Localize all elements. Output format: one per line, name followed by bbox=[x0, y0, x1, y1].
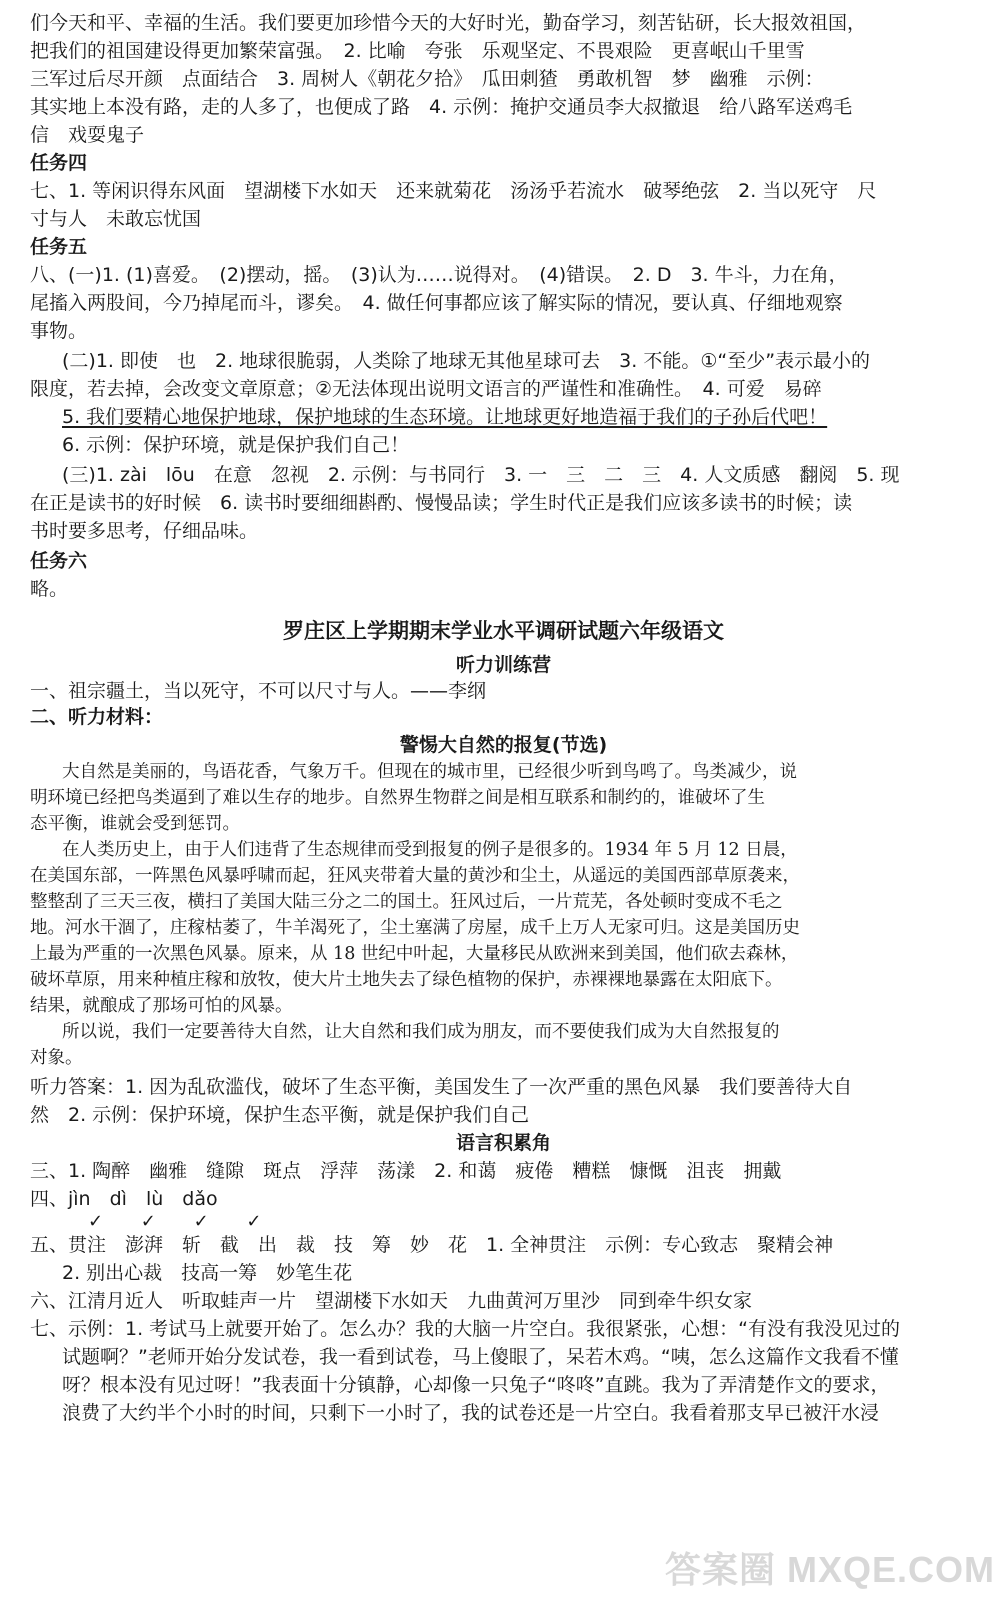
text-line: 其实地上本没有路，走的人多了，也便成了路 4. 示例：掩护交通员李大叔撤退 给八路军送鸡毛 bbox=[30, 96, 853, 118]
subsection-heading: 听力训练营 bbox=[455, 654, 551, 676]
text-line: 6. 示例：保护环境，就是保护我们自己！ bbox=[62, 434, 410, 456]
exam-title: 罗庄区上学期期末学业水平调研试题六年级语文 bbox=[283, 619, 724, 643]
text-line: 三军过后尽开颜 点面结合 3. 周树人《朝花夕拾》 瓜田刺猹 勇敢机智 梦 幽雅 示例： bbox=[30, 68, 824, 90]
passage-title: 警惕大自然的报复(节选) bbox=[399, 734, 608, 756]
text-line: 限度，若去掉，会改变文章原意；②无法体现出说明文语言的严谨性和准确性。 4. 可爱 易碎 bbox=[30, 378, 822, 400]
passage-line: 明环境已经把鸟类逼到了难以生存的地步。自然界生物群之间是相互联系和制约的，谁破坏了生 bbox=[30, 788, 765, 808]
passage-line: 所以说，我们一定要善待大自然，让大自然和我们成为朋友，而不要使我们成为大自然报复的 bbox=[62, 1022, 780, 1042]
text-line: 听力答案：1. 因为乱砍滥伐，破坏了生态平衡，美国发生了一次严重的黑色风暴 我们要善待大自 bbox=[30, 1076, 853, 1098]
text-line: 然 2. 示例：保护环境，保护生态平衡，就是保护我们自己 bbox=[30, 1104, 530, 1126]
text-line: 寸与人 未敢忘忧国 bbox=[30, 208, 202, 230]
passage-line: 结果，就酿成了那场可怕的风暴。 bbox=[30, 996, 293, 1016]
text-line: 七、示例：1. 考试马上就要开始了。怎么办？我的大脑一片空白。我很紧张，心想：“有没有我没见过的 bbox=[30, 1318, 901, 1340]
text-line: 呀？根本没有见过呀！”我表面十分镇静，心却像一只兔子“咚咚”直跳。我为了弄清楚作文的要求， bbox=[62, 1374, 890, 1396]
passage-line: 在美国东部，一阵黑色风暴呼啸而起，狂风夹带着大量的黄沙和尘土，从遥远的美国西部草原袭来， bbox=[30, 866, 800, 886]
watermark-logo: 答案圈 MXQE.COM bbox=[664, 1549, 995, 1590]
text-line: 书时要多思考，仔细品味。 bbox=[30, 520, 259, 542]
text-line: 们今天和平、幸福的生活。我们要更加珍惜今天的大好时光，勤奋学习，刻苦钻研，长大报效祖国， bbox=[30, 12, 867, 34]
passage-line: 破坏草原，用来种植庄稼和放牧，使大片土地失去了绿色植物的保护，赤裸裸地暴露在太阳底下。 bbox=[30, 970, 783, 990]
section-heading: 任务五 bbox=[30, 236, 88, 258]
passage-line: 对象。 bbox=[30, 1048, 83, 1068]
subsection-heading: 语言积累角 bbox=[455, 1132, 551, 1154]
passage-line: 整整刮了三天三夜，横扫了美国大陆三分之二的国土。狂风过后，一片荒芜，各处顿时变成不毛之 bbox=[30, 892, 783, 912]
text-line: 把我们的祖国建设得更加繁荣富强。 2. 比喻 夸张 乐观坚定、不畏艰险 更喜岷山千里雪 bbox=[30, 40, 805, 62]
text-line: (二)1. 即使 也 2. 地球很脆弱，人类除了地球无其他星球可去 3. 不能。①“至少”表示最小的 bbox=[62, 350, 871, 372]
text-line: 八、(一)1. (1)喜爱。 (2)摆动，摇。 (3)认为……说得对。 (4)错误。 2. D 3. 牛斗，力在角， bbox=[30, 264, 848, 286]
text-line: 2. 别出心裁 技高一筹 妙笔生花 bbox=[62, 1262, 353, 1284]
text-line: (三)1. zài lōu 在意 忽视 2. 示例：与书同行 3. 一 三 二 三 4. 人文质感 翻阅 5. 现 bbox=[62, 464, 900, 486]
text-line: 六、江清月近人 听取蛙声一片 望湖楼下水如天 九曲黄河万里沙 同到牵牛织女家 bbox=[30, 1290, 753, 1312]
text-line: 试题啊？”老师开始分发试卷，我一看到试卷，马上傻眼了，呆若木鸡。“咦，怎么这篇作文我看不懂 bbox=[62, 1346, 899, 1368]
text-line: 浪费了大约半个小时的时间，只剩下一小时了，我的试卷还是一片空白。我看着那支早已被汗水浸 bbox=[62, 1402, 880, 1424]
text-line: 略。 bbox=[30, 578, 69, 600]
text-line: 一、祖宗疆土，当以死守，不可以尺寸与人。——李纲 bbox=[30, 680, 487, 702]
text-line: 尾搐入两股间，今乃掉尾而斗，谬矣。 4. 做任何事都应该了解实际的情况，要认真、仔细地观察 bbox=[30, 292, 843, 314]
text-line: 事物。 bbox=[30, 320, 88, 342]
passage-line: 地。河水干涸了，庄稼枯萎了，牛羊渴死了，尘土塞满了房屋，成千上万人无家可归。这是美国历史 bbox=[30, 918, 800, 938]
check-marks: ✓ ✓ ✓ ✓ bbox=[88, 1211, 278, 1232]
text-line: 四、jìn dì lù dǎo bbox=[30, 1188, 218, 1210]
text-line: 信 戏耍鬼子 bbox=[30, 124, 145, 146]
underlined-line: 5. 我们要精心地保护地球，保护地球的生态环境。让地球更好地造福于我们的子孙后代吧！ bbox=[62, 406, 828, 428]
passage-line: 大自然是美丽的，鸟语花香，气象万千。但现在的城市里，已经很少听到鸟鸣了。鸟类减少，说 bbox=[62, 762, 797, 782]
text-line: 五、贯注 澎湃 斩 截 出 裁 技 筹 妙 花 1. 全神贯注 示例：专心致志 聚精会神 bbox=[30, 1234, 834, 1256]
text-line: 在正是读书的好时候 6. 读书时要细细斟酌、慢慢品读；学生时代正是我们应该多读书的时候；读 bbox=[30, 492, 853, 514]
passage-line: 态平衡，谁就会受到惩罚。 bbox=[30, 814, 240, 834]
passage-line: 在人类历史上，由于人们违背了生态规律而受到报复的例子是很多的。1934 年 5 月 12 日晨， bbox=[62, 840, 798, 860]
text-line: 三、1. 陶醉 幽雅 缝隙 斑点 浮萍 荡漾 2. 和蔼 疲倦 糟糕 慷慨 沮丧 拥戴 bbox=[30, 1160, 782, 1182]
text-line: 二、听力材料： bbox=[30, 706, 164, 728]
section-heading: 任务四 bbox=[30, 152, 88, 174]
section-heading: 任务六 bbox=[30, 550, 88, 572]
passage-line: 上最为严重的一次黑色风暴。原来，从 18 世纪中叶起，大量移民从欧洲来到美国，他们砍去森林， bbox=[30, 944, 799, 964]
text-line: 七、1. 等闲识得东风面 望湖楼下水如天 还来就菊花 汤汤乎若流水 破琴绝弦 2. 当以死守 尺 bbox=[30, 180, 877, 202]
